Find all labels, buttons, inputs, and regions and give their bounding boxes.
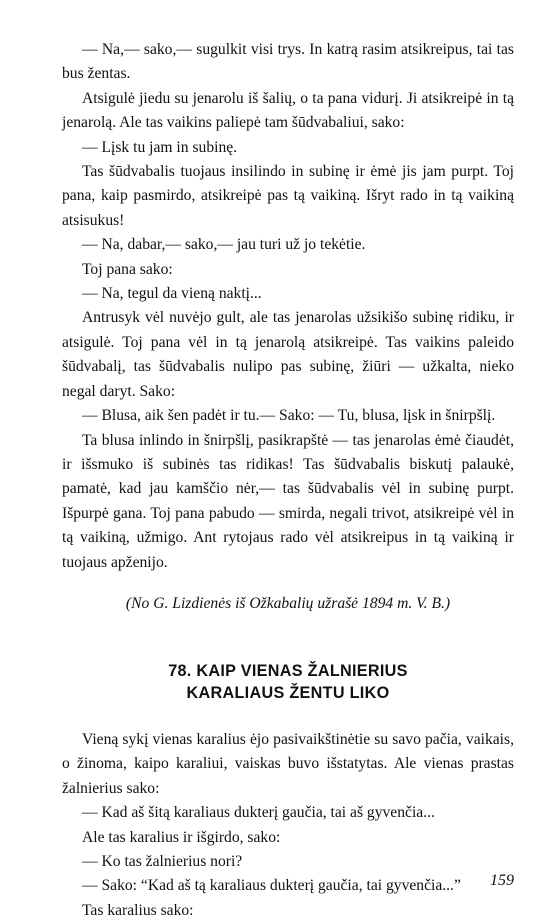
paragraph: Atsigulė jiedu su jenarolu iš šalių, o ta pana vidurį. Ji atsikreipė in tą jenarolą. Ale tas vaikins paliepė tam šūdvabaliui, sako: xyxy=(62,89,514,132)
story-text-bottom xyxy=(62,728,514,923)
story-text-top xyxy=(62,38,514,575)
paragraph: — Blusa, aik šen padėt ir tu.— Sako: — Tu, blusa, lįsk in šnirpšlį. xyxy=(82,407,496,425)
story-heading-line-2: KARALIAUS ŽENTU LIKO xyxy=(186,683,390,702)
paragraph: — Na,— sako,— sugulkit visi trys. In katrą rasim atsikreipus, tai tas bus žentas. xyxy=(62,41,514,83)
paragraph: Vieną sykį vienas karalius ėjo pasivaikštinėtie su savo pačia, vaikais, o žinoma, kaipo karaliui, vaiskas buvo išstatytas. Ale vienas prastas žalnierius sako: xyxy=(62,730,514,797)
paragraph: — Na, tegul da vieną naktį... xyxy=(82,285,262,303)
paragraph: — Na, dabar,— sako,— jau turi už jo tekėtie. xyxy=(82,236,366,254)
paragraph: Tas karalius sako: xyxy=(82,901,194,919)
page-number: 159 xyxy=(490,872,514,889)
paragraph: — Lįsk tu jam in subinę. xyxy=(82,138,238,156)
story-heading-line-1: 78. KAIP VIENAS ŽALNIERIUS xyxy=(168,661,408,680)
paragraph: Tas šūdvabalis tuojaus insilindo in subinę ir ėmė jis jam purpt. Toj pana, kaip pasmirdo, atsikreipė pas tą vaikiną. Išryt rado in tą vaikiną atsisukus! xyxy=(62,163,514,229)
paragraph: — Kad aš šitą karaliaus dukterį gaučia, tai aš gyvenčia... xyxy=(82,804,435,822)
story-heading xyxy=(62,660,514,704)
paragraph: — Ko tas žalnierius nori? xyxy=(82,852,243,870)
source-note: (No G. Lizdienės iš Ožkabalių užrašė 1894 m. V. B.) xyxy=(125,594,451,612)
paragraph: Ale tas karalius ir išgirdo, sako: xyxy=(82,828,281,846)
paragraph: Toj pana sako: xyxy=(82,260,173,278)
paragraph: — Sako: “Kad aš tą karaliaus dukterį gaučia, tai gyvenčia...” xyxy=(82,877,461,895)
paragraph: Antrusyk vėl nuvėjo gult, ale tas jenarolas užsikišo subinę ridiku, ir atsigulė. Toj pana vėl in tą jenarolą atsikreipė. Tas vaikins paleido šūdvabalį, tas šūdvabalis nulipo pas subinę, žiūri — užkalta, nieko negal daryt. Sako: xyxy=(62,309,514,400)
paragraph: Ta blusa inlindo in šnirpšlį, pasikrapštė — tas jenarolas ėmė čiaudėt, ir išsmuko iš subinės tas ridikas! Tas šūdvabalis biskutį palaukė, pamatė, kad jau kamščio nėr,— tas šūdvabalis vėl in subinę purpt. Išpurpė gana. Toj pana pabudo — smirda, negali trivot, atsikreipė vėl in tą vaikiną, užmigo. Ant rytojaus rado vėl atsikreipus in tą vaikiną ir tuojaus apženijo. xyxy=(62,431,514,571)
